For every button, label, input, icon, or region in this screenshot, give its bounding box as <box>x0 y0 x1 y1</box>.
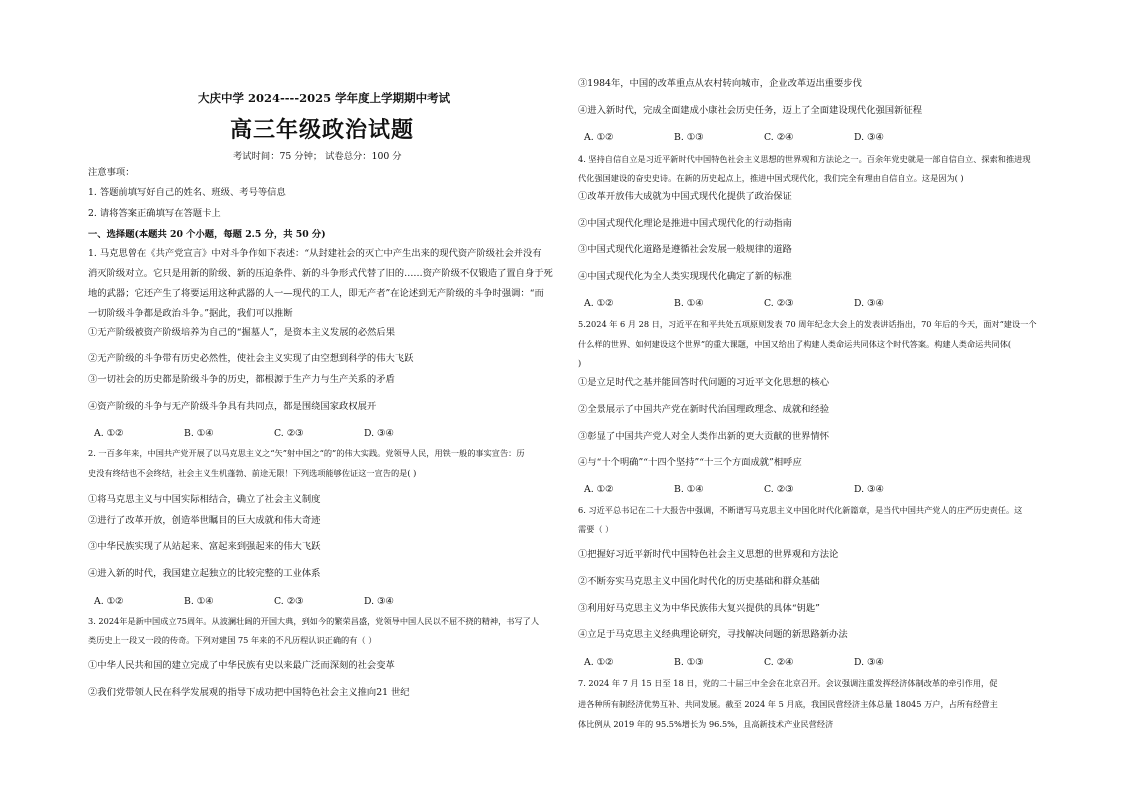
q3-choices <box>584 132 944 143</box>
q5-option: ②全景展示了中国共产党在新时代治国理政理念、成就和经验 <box>578 404 830 415</box>
question-4-line: 4. 坚持自信自立是习近平新时代中国特色社会主义思想的世界观和方法论之一。百余年党史就是一部自信自立、探索和推进现 <box>578 154 1031 164</box>
choice-c: C. ②③ <box>764 298 794 309</box>
q1-choices <box>94 428 454 439</box>
choice-a: A. ①② <box>584 298 614 309</box>
choice-b: B. ①④ <box>184 596 214 607</box>
question-7-line: 7. 2024 年 7 月 15 日至 18 日，党的二十届三中全会在北京召开。会议强调注重发挥经济体制改革的牵引作用，促 <box>578 678 998 688</box>
question-2-line: 2. 一百多年来，中国共产党开展了以马克思主义之“矢”射中国之“的”的伟大实践。党领导人民，用铁一般的事实宣告：历 <box>88 448 525 458</box>
q1-option: ①无产阶级被资产阶级培养为自己的“掘墓人”，是资本主义发展的必然后果 <box>88 327 396 338</box>
choice-a: A. ①② <box>584 484 614 495</box>
choice-b: B. ①④ <box>674 484 704 495</box>
question-7-line: 体比例从 2019 年的 95.5%增长为 96.5%，且高新技术产业民营经济 <box>578 719 834 729</box>
q2-option: ③中华民族实现了从站起来、富起来到强起来的伟大飞跃 <box>88 541 321 552</box>
choice-d: D. ③④ <box>364 428 394 439</box>
q6-option: ③利用好马克思主义为中华民族伟大复兴提供的具体“钥匙” <box>578 603 820 614</box>
q5-option: ①是立足时代之基并能回答时代问题的习近平文化思想的核心 <box>578 377 830 388</box>
choice-d: D. ③④ <box>854 484 884 495</box>
choice-c: C. ②③ <box>764 484 794 495</box>
question-1-line: 1. 马克思曾在《共产党宣言》中对斗争作如下表述：“从封建社会的灭亡中产生出来的现代资产阶级社会并没有 <box>88 248 542 259</box>
choice-a: A. ①② <box>584 657 614 668</box>
question-3-line: 类历史上一段又一段的传奇。下列对建国 75 年来的不凡历程认识正确的有（ ） <box>88 635 377 645</box>
exam-name: 大庆中学 2024----2025 学年度上学期期中考试 <box>198 91 451 105</box>
q1-option: ④资产阶级的斗争与无产阶级斗争具有共同点，都是围绕国家政权展开 <box>88 401 377 412</box>
question-6-line: 6. 习近平总书记在二十大报告中强调，不断谱写马克思主义中国化时代化新篇章，是当代中国共产党人的庄严历史责任。这 <box>578 505 1023 515</box>
q3-option: ①中华人民共和国的建立完成了中华民族有史以来最广泛而深刻的社会变革 <box>88 660 395 671</box>
q5-option: ③彰显了中国共产党人对全人类作出新的更大贡献的世界情怀 <box>578 431 830 442</box>
q4-choices <box>584 298 944 309</box>
q4-option: ②中国式现代化理论是推进中国式现代化的行动指南 <box>578 218 792 229</box>
q6-option: ①把握好习近平新时代中国特色社会主义思想的世界观和方法论 <box>578 549 839 560</box>
question-7-line: 进各种所有制经济优势互补、共同发展。截至 2024 年 5 月底，我国民营经济主体总量 18045 万户，占所有经营主 <box>578 699 998 709</box>
q3-option: ④进入新时代，完成全面建成小康社会历史任务，迈上了全面建设现代化强国新征程 <box>578 105 922 116</box>
question-5-line: 5.2024 年 6 月 28 日，习近平在和平共处五项原则发表 70 周年纪念大会上的发表讲话指出，70 年后的今天，面对“建设一个 <box>578 319 1037 329</box>
q4-option: ④中国式现代化为全人类实现现代化确定了新的标准 <box>578 271 792 282</box>
q6-option: ②不断夯实马克思主义中国化时代化的历史基础和群众基础 <box>578 576 820 587</box>
choice-b: B. ①④ <box>184 428 214 439</box>
q2-choices <box>94 596 454 607</box>
q4-option: ③中国式现代化道路是遵循社会发展一般规律的道路 <box>578 244 792 255</box>
question-3-line: 3. 2024年是新中国成立75周年。从波澜壮阔的开国大典，到如今的繁荣昌盛，党领导中国人民以不屈不挠的精神，书写了人 <box>88 616 540 626</box>
choice-d: D. ③④ <box>854 298 884 309</box>
choice-d: D. ③④ <box>854 657 884 668</box>
q5-choices <box>584 484 944 495</box>
q2-option: ①将马克思主义与中国实际相结合，确立了社会主义制度 <box>88 494 321 505</box>
choice-d: D. ③④ <box>854 132 884 143</box>
choice-a: A. ①② <box>94 428 124 439</box>
question-2-line: 史没有终结也不会终结，社会主义生机蓬勃、前途无限！下列选项能够佐证这一宣告的是( ) <box>88 468 417 478</box>
choice-b: B. ①④ <box>674 298 704 309</box>
question-6-line: 需要（ ） <box>578 524 614 534</box>
question-4-line: 代化强国建设的奋史史诗。在新的历史起点上，推进中国式现代化，我们完全有理由自信自立。这是因为( ) <box>578 173 964 183</box>
q4-option: ①改革开放伟大成就为中国式现代化提供了政治保证 <box>578 191 792 202</box>
choice-b: B. ①③ <box>674 132 704 143</box>
notes-heading: 注意事项： <box>88 167 135 178</box>
choice-c: C. ②④ <box>764 132 794 143</box>
choice-c: C. ②③ <box>274 428 304 439</box>
q2-option: ④进入新的时代，我国建立起独立的比较完整的工业体系 <box>88 568 321 579</box>
choice-a: A. ①② <box>94 596 124 607</box>
question-1-line: 地的武器；它还产生了将要运用这种武器的人一—现代的工人，即无产者”在论述到无产阶级的斗争时强调：“而 <box>88 288 544 299</box>
q1-option: ③一切社会的历史都是阶级斗争的历史，都根源于生产力与生产关系的矛盾 <box>88 374 395 385</box>
q6-choices <box>584 657 944 668</box>
choice-c: C. ②④ <box>764 657 794 668</box>
q2-option: ②进行了改革开放，创造举世瞩目的巨大成就和伟大奇迹 <box>88 515 321 526</box>
q5-option: ④与“十个明确”“十四个坚持”“十三个方面成就”相呼应 <box>578 457 802 468</box>
section-heading: 一、选择题(本题共 20 个小题，每题 2.5 分，共 50 分) <box>88 229 326 240</box>
question-1-line: 消灭阶级对立。它只是用新的阶级、新的压迫条件、新的斗争形式代替了旧的……资产阶级不仅锻造了置自身于死 <box>88 268 553 279</box>
question-5-line: 什么样的世界、如何建设这个世界”的重大课题，中国又给出了构建人类命运共同体这个时代答案。构建人类命运共同体( <box>578 339 1012 349</box>
choice-b: B. ①③ <box>674 657 704 668</box>
choice-c: C. ②③ <box>274 596 304 607</box>
question-5-line: ) <box>578 358 582 368</box>
choice-a: A. ①② <box>584 132 614 143</box>
note-item: 2. 请将答案正确填写在答题卡上 <box>88 208 221 219</box>
note-item: 1. 答题前填写好自己的姓名、班级、考号等信息 <box>88 187 286 198</box>
page-title: 高三年级政治试题 <box>230 118 415 143</box>
q3-option: ③1984年，中国的改革重点从农村转向城市，企业改革迈出重要步伐 <box>578 78 862 89</box>
q1-option: ②无产阶级的斗争带有历史必然性，使社会主义实现了由空想到科学的伟大飞跃 <box>88 353 414 364</box>
q3-option: ②我们党带领人民在科学发展观的指导下成功把中国特色社会主义推向21 世纪 <box>88 687 410 698</box>
choice-d: D. ③④ <box>364 596 394 607</box>
question-1-line: 一切阶级斗争都是政治斗争。”据此，我们可以推断 <box>88 308 293 319</box>
q6-option: ④立足于马克思主义经典理论研究，寻找解决问题的新思路新办法 <box>578 629 848 640</box>
exam-info: 考试时间：75 分钟； 试卷总分：100 分 <box>233 151 402 162</box>
